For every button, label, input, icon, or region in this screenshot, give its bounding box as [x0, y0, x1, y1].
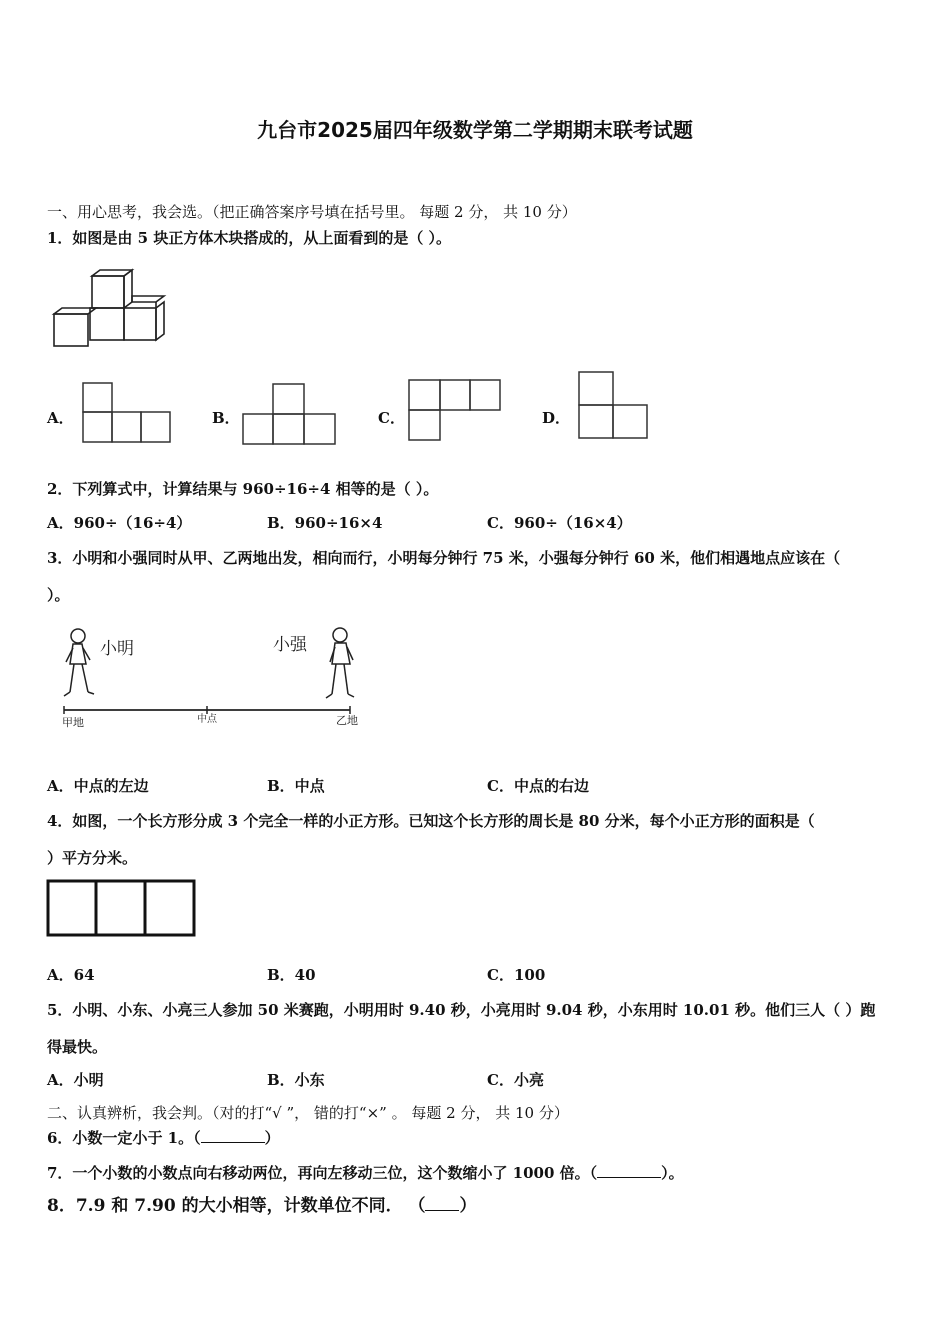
q1-option-b-figure[interactable] — [242, 383, 337, 446]
question-7-text: 7．一个小数的小数点向右移动两位，再向左移动三位，这个数缩小了 1000 倍。（ — [47, 1164, 598, 1182]
q2-option-c[interactable]: C．960÷（16×4） — [487, 514, 632, 532]
q7-answer-blank[interactable] — [597, 1163, 661, 1178]
q6-answer-blank[interactable] — [201, 1128, 265, 1143]
q1-option-a-figure[interactable] — [82, 382, 172, 444]
q3-right-name: 小强 — [273, 635, 307, 655]
q4-rectangle-figure — [46, 879, 198, 939]
section-2-header: 二、认真辨析，我会判。（对的打“√ ”， 错的打“×” 。 每题 2 分， 共 10 分） — [47, 1104, 569, 1122]
question-7-close: ）。 — [661, 1164, 684, 1182]
question-3-line1: 3．小明和小强同时从甲、乙两地出发，相向而行，小明每分钟行 75 米，小强每分钟行 60 米，他们相遇地点应该在（ — [47, 549, 841, 567]
question-8-close: ） — [459, 1196, 477, 1216]
q3-end-label: 乙地 — [336, 714, 358, 727]
q2-option-a[interactable]: A．960÷（16÷4） — [47, 514, 192, 532]
question-8-text: 8．7.9 和 7.90 的大小相等，计数单位不同． （ — [47, 1196, 426, 1216]
q1-cube-figure — [52, 268, 167, 348]
section-1-header: 一、用心思考，我会选。（把正确答案序号填在括号里。 每题 2 分， 共 10 分） — [47, 203, 577, 221]
q2-option-b[interactable]: B．960÷16×4 — [267, 514, 383, 532]
q5-option-c[interactable]: C．小亮 — [487, 1071, 544, 1089]
q5-option-a[interactable]: A．小明 — [47, 1071, 104, 1089]
question-2: 2．下列算式中，计算结果与 960÷16÷4 相等的是（ ）。 — [47, 480, 439, 498]
q1-option-b-label: B． — [212, 409, 240, 427]
question-6-close: ） — [264, 1129, 280, 1147]
question-5-line2: 得最快。 — [47, 1038, 108, 1056]
q4-option-c[interactable]: C．100 — [487, 966, 546, 984]
question-3-line2: ）。 — [47, 586, 70, 604]
question-5-line1: 5．小明、小东、小亮三人参加 50 米赛跑，小明用时 9.40 秒，小亮用时 9.04 秒，小东用时 10.01 秒。他们三人（ ）跑 — [47, 1001, 876, 1019]
question-7 — [47, 1163, 684, 1183]
question-4-line1: 4．如图，一个长方形分成 3 个完全一样的小正方形。已知这个长方形的周长是 80 分米，每个小正方形的面积是（ — [47, 812, 815, 830]
question-4-line2: ）平方分米。 — [47, 849, 138, 867]
question-6 — [47, 1128, 280, 1148]
q3-meeting-figure — [60, 622, 360, 732]
q1-option-d-figure[interactable] — [578, 371, 650, 441]
q4-option-a[interactable]: A．64 — [47, 966, 95, 984]
q3-option-c[interactable]: C．中点的右边 — [487, 777, 589, 795]
q3-option-b[interactable]: B．中点 — [267, 777, 325, 795]
q3-left-name: 小明 — [100, 639, 134, 659]
question-1: 1．如图是由 5 块正方体木块搭成的，从上面看到的是（ ）。 — [47, 229, 452, 247]
question-6-text: 6．小数一定小于 1。（ — [47, 1129, 201, 1147]
q1-option-c-label: C． — [378, 409, 405, 427]
q1-option-d-label: D． — [542, 409, 571, 427]
q1-option-c-figure[interactable] — [408, 379, 503, 442]
page-title: 九台市2025届四年级数学第二学期期末联考试题 — [257, 118, 693, 142]
q1-option-a-label: A． — [47, 409, 74, 427]
q4-option-b[interactable]: B．40 — [267, 966, 316, 984]
q3-option-a[interactable]: A．中点的左边 — [47, 777, 149, 795]
q8-answer-blank[interactable] — [425, 1196, 459, 1211]
q3-start-label: 甲地 — [62, 716, 84, 729]
q5-option-b[interactable]: B．小东 — [267, 1071, 325, 1089]
q3-mid-label: 中点 — [197, 714, 217, 725]
question-8 — [47, 1196, 476, 1216]
